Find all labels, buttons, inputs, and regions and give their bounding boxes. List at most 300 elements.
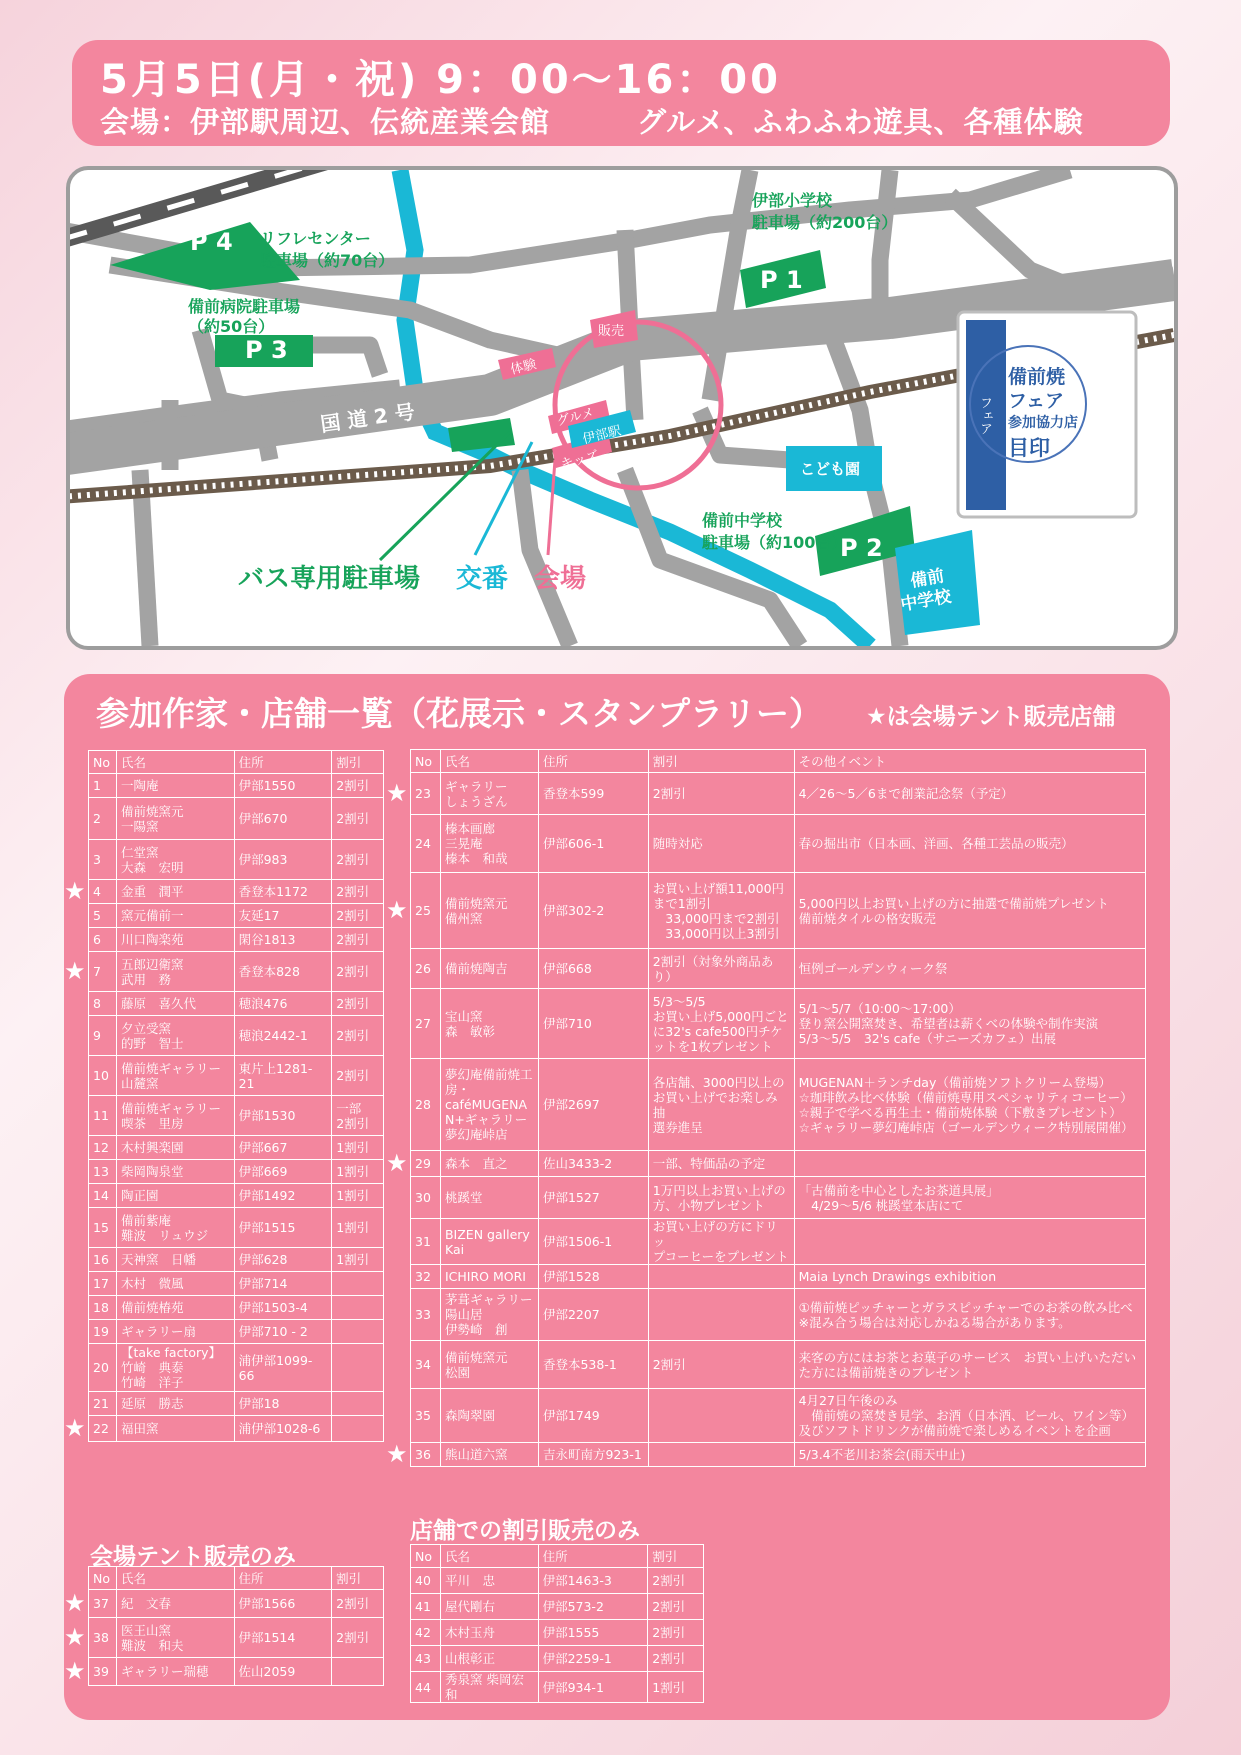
cell-address: 伊部628 (234, 1248, 332, 1272)
cell-discount-line: 各店舗、3000円以上の (652, 1074, 785, 1090)
cell-name (116, 1184, 234, 1208)
cell-event-line: ☆親子で学べる再生土・備前焼体験（下敷きプレゼント） (798, 1104, 1122, 1120)
cell-discount-line: 2割引（対象外商品あ (652, 953, 774, 969)
cell-no: 41 (411, 1594, 441, 1620)
cell-name-line: 備前焼ギャラリー (120, 1100, 221, 1116)
table-row (89, 1272, 384, 1296)
cell-name-line: 武用 務 (120, 971, 171, 987)
header-no: No (89, 751, 117, 774)
cell-event (794, 1265, 1145, 1289)
cell-discount (332, 1184, 384, 1208)
cell-no: 2 (89, 798, 117, 840)
cell-no: 8 (89, 992, 117, 1016)
circle-label-taiken: 体験 (509, 357, 538, 378)
cell-discount-line: まで1割引 (652, 895, 711, 911)
cell-name (440, 873, 538, 949)
cell-name (440, 1341, 538, 1389)
cell-address: 伊部1530 (234, 1096, 332, 1136)
cell-discount (332, 904, 384, 928)
cell-name-line: しょうざん (444, 793, 508, 809)
header-address: 住所 (538, 1545, 648, 1568)
participants-table-left (88, 750, 384, 1442)
cell-name (440, 949, 538, 989)
cell-name (116, 992, 234, 1016)
cell-address: 香登本599 (538, 773, 648, 815)
cell-no: 24 (411, 815, 441, 873)
cell-no: 39 (89, 1658, 117, 1686)
cell-event-line: 「古備前を中心としたお茶道具展」 (798, 1182, 999, 1198)
cell-discount-line: 1割引 (336, 1220, 370, 1235)
cell-name: 屋代剛右 (440, 1594, 538, 1620)
legend-bus-parking: バス専用駐車場 (238, 564, 421, 594)
table-row (411, 1594, 704, 1620)
store-only-title: 店舗での割引販売のみ (410, 1518, 640, 1544)
cell-discount (648, 989, 794, 1059)
cell-name (440, 1289, 538, 1341)
cell-address: 閑谷1813 (234, 928, 332, 952)
cell-name (116, 1096, 234, 1136)
p3-label-line2: （約50台） (188, 317, 275, 336)
table-row (89, 774, 384, 798)
p1-badge: P 1 (760, 266, 803, 294)
cell-name: 木村玉舟 (440, 1620, 538, 1646)
table-row (411, 1341, 1146, 1389)
cell-name (116, 1016, 234, 1056)
cell-name (116, 1320, 234, 1344)
cell-name-line: 夕立受窯 (120, 1020, 171, 1036)
cell-event-line: 来客の方にはお茶とお菓子のサービス お買い上げいただい (798, 1349, 1137, 1365)
table-row (89, 1618, 384, 1658)
cell-name: 山根彰正 (440, 1646, 538, 1672)
cell-discount (332, 992, 384, 1016)
cell-discount-line: プコーヒーをプレゼント (652, 1249, 789, 1264)
cell-discount: 2割引 (648, 1646, 704, 1672)
p3-badge: P 3 (245, 336, 288, 364)
cell-name-line: 備州窯 (444, 910, 483, 926)
cell-name-line: 夢幻庵備前焼工 (444, 1067, 533, 1082)
table-row (411, 1177, 1146, 1219)
cell-name-line: 【take factory】 (120, 1345, 222, 1360)
cell-name-line: 五郎辺衛窯 (120, 956, 184, 972)
store-only-table (410, 1544, 704, 1703)
cell-event (794, 1389, 1145, 1443)
cell-name (116, 1272, 234, 1296)
table-row (411, 1289, 1146, 1341)
cell-discount-line: り） (652, 968, 678, 984)
cell-no: 17 (89, 1272, 117, 1296)
cell-discount-line: 1割引 (336, 1140, 370, 1155)
cell-discount (332, 1160, 384, 1184)
tent-star-marker: ★ (64, 957, 86, 985)
cell-discount-line: お買い上げの方にドリッ (652, 1219, 778, 1249)
header-address: 住所 (234, 751, 332, 774)
tent-star-marker: ★ (64, 1623, 86, 1651)
cell-address: 伊部573-2 (538, 1594, 648, 1620)
table-header-row (89, 751, 384, 774)
cell-address: 伊部1528 (538, 1265, 648, 1289)
cell-discount (648, 1265, 794, 1289)
table-row (89, 952, 384, 992)
cell-address: 伊部714 (234, 1272, 332, 1296)
table-row (89, 1658, 384, 1686)
cell-name (116, 880, 234, 904)
cell-name-line: 天神窯 日幡 (120, 1252, 196, 1267)
cell-name-line: 延原 勝志 (120, 1396, 184, 1411)
cell-no: 9 (89, 1016, 117, 1056)
cell-name-line: 松園 (444, 1364, 470, 1380)
cell-name (440, 773, 538, 815)
p3-label-line1: 備前病院駐車場 (188, 297, 301, 316)
cell-event-line: 春の掘出市（日本画、洋画、各種工芸品の販売） (798, 836, 1074, 851)
station-label: 伊部駅 (581, 423, 623, 448)
cell-discount (648, 1059, 794, 1151)
p1-label-line2: 駐車場（約200台） (752, 213, 898, 232)
header-name: 氏名 (440, 1545, 538, 1568)
cell-event (794, 815, 1145, 873)
cell-discount-line: 2割引 (336, 884, 370, 899)
header-discount: 割引 (332, 751, 384, 774)
cell-name-line: 宝山窯 (444, 1008, 483, 1024)
cell-address: 伊部2207 (538, 1289, 648, 1341)
cell-name-line: 竹崎 洋子 (120, 1375, 184, 1390)
cell-no: 15 (89, 1208, 117, 1248)
banner-line1: 備前焼 (1008, 366, 1066, 388)
header-address: 住所 (234, 1567, 332, 1590)
table-row (411, 989, 1146, 1059)
circle-label-gurume: グルメ (555, 405, 596, 430)
cell-event-line: ※混み合う場合は対応しかねる場合があります。 (798, 1314, 1071, 1330)
cell-discount (332, 880, 384, 904)
cell-name-line: 川口陶楽苑 (120, 932, 184, 947)
cell-event (794, 1151, 1145, 1177)
cell-name-line: 大森 宏明 (120, 859, 184, 875)
cell-address: 香登本828 (234, 952, 332, 992)
cell-discount (332, 798, 384, 840)
cell-discount (332, 1208, 384, 1248)
cell-address: 伊部18 (234, 1392, 332, 1416)
cell-no: 16 (89, 1248, 117, 1272)
cell-event (794, 1059, 1145, 1151)
table-row (411, 1646, 704, 1672)
cell-discount-line: 33,000円まで2割引 (652, 910, 780, 926)
cell-name-line: ギャラリー (444, 778, 508, 794)
cell-no: 28 (411, 1059, 441, 1151)
cell-name-line: 的野 智士 (120, 1035, 184, 1051)
p2-badge: P 2 (840, 534, 883, 562)
header-name: 氏名 (440, 750, 538, 773)
cell-name (116, 1344, 234, 1392)
cell-name: 秀泉窯 柴岡宏和 (440, 1672, 538, 1703)
cell-discount (648, 1177, 794, 1219)
cell-name-line: 仁堂窯 (120, 844, 159, 860)
cell-name (116, 774, 234, 798)
cell-discount-line: 2割引 (336, 811, 370, 826)
header-name: 氏名 (116, 751, 234, 774)
cell-address: 伊部1515 (234, 1208, 332, 1248)
table-row (411, 815, 1146, 873)
table-row (411, 1219, 1146, 1265)
cell-discount-line: 一部、特価品の予定 (652, 1156, 766, 1171)
cell-event-line: 4／26～5／6まで創業記念祭（予定） (798, 786, 1014, 801)
cell-name-line: N+ギャラリー (444, 1112, 528, 1127)
cell-event-line: 及びソフトドリンクが備前焼で楽しめるイベントを企画 (798, 1423, 1111, 1438)
cell-no: 40 (411, 1568, 441, 1594)
cell-event (794, 1219, 1145, 1265)
cell-name-line: ICHIRO MORI (444, 1269, 526, 1284)
cell-address: 伊部1492 (234, 1184, 332, 1208)
cell-name (440, 1151, 538, 1177)
tent-star-marker: ★ (386, 779, 408, 807)
cell-name-line: ギャラリー扇 (120, 1324, 196, 1339)
cell-discount-line: 一部 (336, 1100, 362, 1116)
table-row (411, 873, 1146, 949)
table-row (89, 840, 384, 880)
cell-discount-line: 選券進呈 (652, 1119, 703, 1135)
cell-name (116, 928, 234, 952)
cell-address: 浦伊部1099-66 (234, 1344, 332, 1392)
cell-name-line: 備前紫庵 (120, 1212, 171, 1228)
cell-name (440, 1443, 538, 1467)
header-no: No (411, 750, 441, 773)
cell-address: 伊部669 (234, 1160, 332, 1184)
cell-discount (332, 840, 384, 880)
cell-name-line: 陶正園 (120, 1188, 159, 1203)
cell-discount-line: お買い上げ額11,000円 (652, 880, 785, 896)
event-features: グルメ、ふわふわ遊具、各種体験 (637, 105, 1084, 139)
table-row (89, 1136, 384, 1160)
cell-no: 33 (411, 1289, 441, 1341)
cell-no: 36 (411, 1443, 441, 1467)
table-row (411, 1568, 704, 1594)
cell-no: 1 (89, 774, 117, 798)
event-venue: 会場：伊部駅周辺、伝統産業会館 (100, 105, 551, 139)
cell-name-line: 夢幻庵峠店 (444, 1127, 508, 1142)
cell-discount (332, 1272, 384, 1296)
p1-label-line1: 伊部小学校 (752, 191, 833, 210)
cell-name-line: 陽山居 (444, 1307, 483, 1322)
cell-event (794, 773, 1145, 815)
table-row (89, 1590, 384, 1618)
cell-name (116, 1296, 234, 1320)
tent-star-marker: ★ (64, 877, 86, 905)
cell-discount-line: 2割引 (652, 1357, 686, 1372)
cell-discount (332, 952, 384, 992)
cell-name-line: 備前焼窯元 (444, 1349, 508, 1365)
cell-name-line: 桃蹊堂 (444, 1190, 483, 1205)
cell-name (440, 815, 538, 873)
cell-address: 伊部983 (234, 840, 332, 880)
cell-address: 伊部1503-4 (234, 1296, 332, 1320)
cell-discount (648, 949, 794, 989)
table-row (411, 1059, 1146, 1151)
cell-name (116, 1416, 234, 1442)
cell-name-line: 茅葺ギャラリー (444, 1292, 533, 1307)
cell-address: 佐山3433-2 (538, 1151, 648, 1177)
cell-event (794, 989, 1145, 1059)
circle-label-kids: キッズ (559, 448, 601, 473)
cell-discount-line: ットを1枚プレゼント (652, 1038, 773, 1054)
table-row (89, 1016, 384, 1056)
tent-star-marker: ★ (64, 1657, 86, 1685)
table-row (89, 992, 384, 1016)
cell-event-line: た方には備前焼きのプレゼント (798, 1364, 974, 1380)
cell-discount-line: 2割引 (336, 908, 370, 923)
table-header-row (89, 1567, 384, 1590)
event-datetime: 5月5日(月・祝) 9：00～16：00 (100, 57, 781, 103)
cell-address: 佐山2059 (234, 1658, 332, 1686)
cell-address: 伊部934-1 (538, 1672, 648, 1703)
legend-kaijo: 会場 (534, 564, 587, 594)
circle-label-hanbai: 販売 (598, 324, 625, 339)
cell-no: 27 (411, 989, 441, 1059)
cell-address: 伊部1463-3 (538, 1568, 648, 1594)
table-row (411, 1672, 704, 1703)
cell-no: 30 (411, 1177, 441, 1219)
cell-discount-line: 2割引 (336, 778, 370, 793)
cell-name (116, 1392, 234, 1416)
cell-discount (332, 1296, 384, 1320)
cell-discount (648, 873, 794, 949)
header-discount: 割引 (648, 1545, 704, 1568)
table-row (89, 1416, 384, 1442)
cell-name (116, 1056, 234, 1096)
cell-name (116, 1248, 234, 1272)
cell-no: 7 (89, 952, 117, 992)
cell-name-line: 三晃庵 (444, 836, 483, 851)
cell-address: 伊部1566 (234, 1590, 332, 1618)
banner-line3: 参加協力店 (1008, 415, 1078, 431)
cell-no: 20 (89, 1344, 117, 1392)
cell-discount-line: 5/3～5/5 (652, 993, 706, 1009)
cell-name (440, 989, 538, 1059)
table-row (411, 1443, 1146, 1467)
cell-name-line: 紀 文春 (120, 1596, 171, 1611)
header-event: その他イベント (794, 750, 1145, 773)
cell-no: 34 (411, 1341, 441, 1389)
cell-no: 10 (89, 1056, 117, 1096)
cell-name (116, 1590, 234, 1618)
school-label-line2: 中学校 (899, 586, 953, 616)
tent-star-marker: ★ (386, 1440, 408, 1468)
cell-event-line: ☆珈琲飲み比べ体験（備前焼専用スペシャリティコーヒー） (798, 1089, 1133, 1105)
table-row (411, 1389, 1146, 1443)
cell-event-line: 5/3.4不老川お茶会(雨天中止) (798, 1447, 966, 1462)
table-row (411, 949, 1146, 989)
cell-address: 伊部1550 (234, 774, 332, 798)
p4-label-line2: 駐車場（約70台） (260, 251, 395, 270)
cell-event (794, 949, 1145, 989)
cell-name-line: 窯元備前一 (120, 908, 184, 923)
table-header-row (411, 750, 1146, 773)
header-name: 氏名 (116, 1567, 234, 1590)
cell-discount (332, 928, 384, 952)
cell-address: 伊部668 (538, 949, 648, 989)
cell-discount-line: 2割引 (336, 1028, 370, 1043)
cell-discount: 1割引 (648, 1672, 704, 1703)
tent-only-table (88, 1566, 384, 1686)
cell-no: 12 (89, 1136, 117, 1160)
cell-name-line: 備前焼窯元 (444, 895, 508, 911)
table-row (411, 1151, 1146, 1177)
cell-name (116, 1136, 234, 1160)
header-no: No (89, 1567, 117, 1590)
cell-name-line: 備前焼陶吉 (444, 961, 508, 976)
cell-name (116, 904, 234, 928)
cell-discount-line: 方、小物プレゼント (652, 1197, 765, 1213)
cell-discount-line: 2割引 (336, 1115, 370, 1131)
cell-no: 31 (411, 1219, 441, 1265)
tent-star-marker: ★ (64, 1589, 86, 1617)
table-row (89, 798, 384, 840)
cell-discount-line: 33,000円以上3割引 (652, 925, 780, 941)
p2-label-line2: 駐車場（約100台） (702, 533, 848, 552)
cell-event-line: ①備前焼ピッチャーとガラスピッチャーでのお茶の飲み比べ (798, 1299, 1133, 1315)
cell-no: 14 (89, 1184, 117, 1208)
cell-name-line: 備前焼窯元 (120, 803, 184, 819)
cell-address: 伊部1514 (234, 1618, 332, 1658)
cell-discount (332, 1658, 384, 1686)
table-row (411, 773, 1146, 815)
cell-no: 22 (89, 1416, 117, 1442)
cell-event-line: 備前焼タイルの格安販売 (798, 910, 936, 926)
cell-name-line: Kai (444, 1241, 465, 1257)
cell-name-line: 難波 リュウジ (120, 1227, 209, 1243)
cell-discount-line: お買い上げでお楽しみ抽 (652, 1089, 778, 1120)
cell-discount (648, 1219, 794, 1265)
tent-star-marker: ★ (386, 1149, 408, 1177)
cell-name-line: 熊山道六窯 (444, 1447, 508, 1462)
p4-label-line1: リフレセンター (260, 229, 371, 248)
cell-name-line: 一陶庵 (120, 778, 159, 793)
cell-no: 23 (411, 773, 441, 815)
cell-event (794, 873, 1145, 949)
cell-name-line: ギャラリー瑞穂 (120, 1664, 209, 1679)
cell-address: 伊部2697 (538, 1059, 648, 1151)
cell-discount-line: お買い上げ5,000円ごと (652, 1008, 789, 1024)
cell-discount (332, 1416, 384, 1442)
cell-address: 吉永町南方923-1 (538, 1443, 648, 1467)
cell-name-line: 喫茶 里房 (120, 1115, 184, 1131)
table-row (89, 1160, 384, 1184)
cell-discount (332, 1320, 384, 1344)
table-row (89, 904, 384, 928)
cell-no: 25 (411, 873, 441, 949)
cell-discount (332, 1136, 384, 1160)
cell-no: 29 (411, 1151, 441, 1177)
cell-name (116, 1160, 234, 1184)
table-row (89, 1096, 384, 1136)
cell-discount: 2割引 (648, 1594, 704, 1620)
cell-event (794, 1289, 1145, 1341)
cell-event-line: 備前焼の窯焚き見学、お酒（日本酒、ビール、ワイン等） (798, 1408, 1134, 1423)
list-star-note: ★は会場テント販売店舗 (866, 704, 1116, 730)
cell-discount (648, 1443, 794, 1467)
cell-no: 11 (89, 1096, 117, 1136)
tent-star-marker: ★ (64, 1414, 86, 1442)
banner-line2: フェア (1008, 390, 1065, 412)
cell-name-line: caféMUGENA (444, 1097, 528, 1112)
cell-address: 伊部667 (234, 1136, 332, 1160)
cell-name (440, 1059, 538, 1151)
route2-label: 国 道 2 号 (319, 399, 417, 437)
table-row (89, 1320, 384, 1344)
table-row (411, 1265, 1146, 1289)
cell-discount (332, 1392, 384, 1416)
legend-koban: 交番 (456, 564, 509, 594)
cell-discount-line: 1割引 (336, 1164, 370, 1179)
table-row (89, 1184, 384, 1208)
cell-name (440, 1219, 538, 1265)
